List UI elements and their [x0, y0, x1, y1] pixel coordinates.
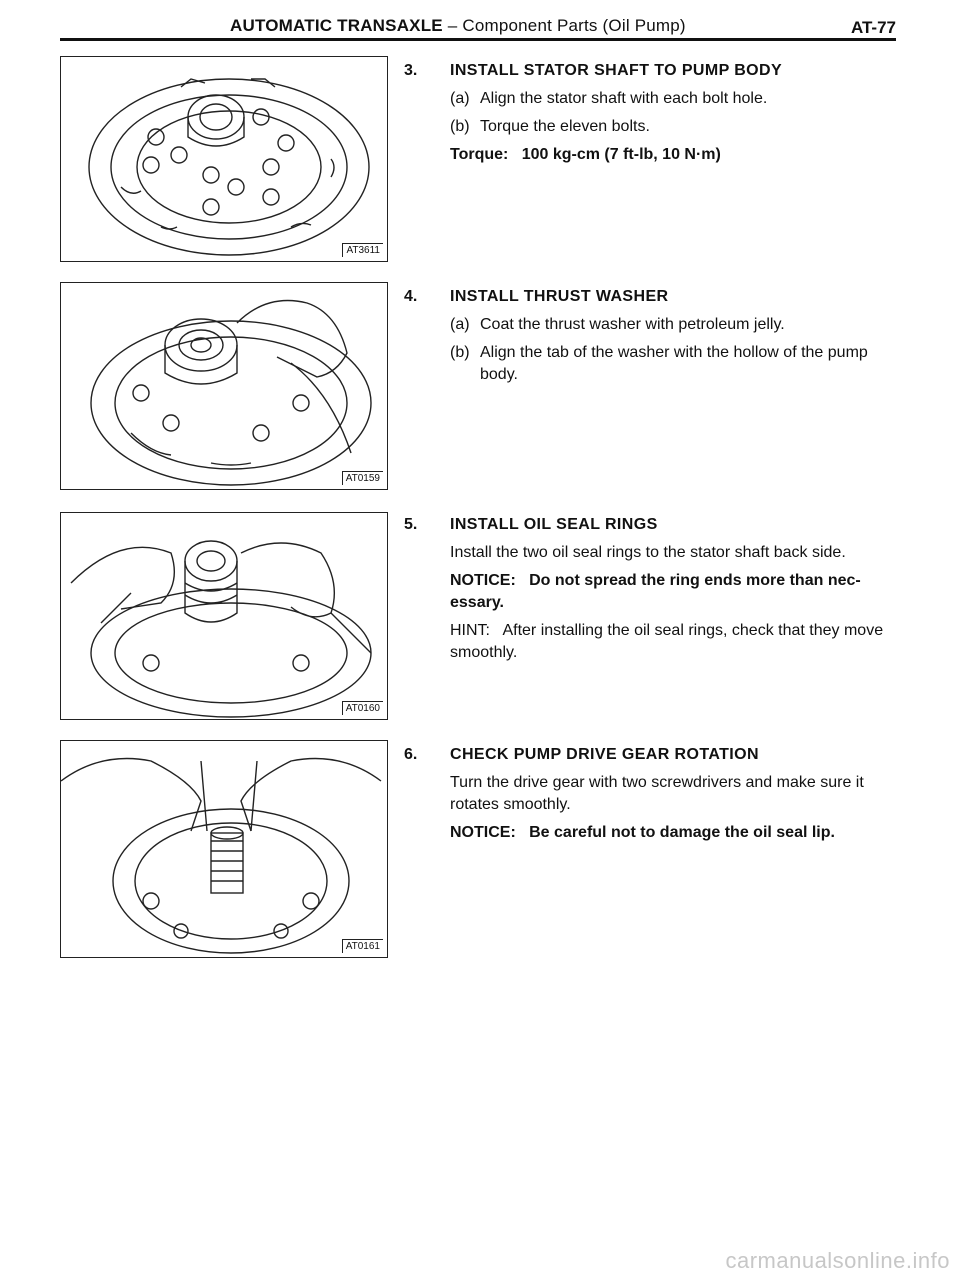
- step-sub-a: [450, 314, 894, 336]
- step-sub-b: [450, 116, 894, 138]
- torque-spec: [450, 144, 894, 166]
- step-number: 5.: [404, 516, 418, 533]
- figure-code: AT0161: [342, 939, 383, 953]
- step-3: [404, 60, 894, 166]
- figure-thrust-washer: [60, 282, 388, 490]
- page-title-main: AUTOMATIC TRANSAXLE: [230, 16, 443, 35]
- step-number: 3.: [404, 62, 418, 79]
- step-sub-a: [450, 88, 894, 110]
- pump-body-illustration-icon: [61, 57, 387, 261]
- page-number: AT-77: [850, 18, 896, 37]
- step-title: INSTALL OIL SEAL RINGS: [450, 516, 658, 533]
- torque-label: Torque:: [450, 146, 509, 163]
- thrust-washer-illustration-icon: [61, 283, 387, 489]
- figure-code: AT0159: [342, 471, 383, 485]
- step-6: [404, 744, 894, 844]
- step-title: CHECK PUMP DRIVE GEAR ROTATION: [450, 746, 759, 763]
- page-header: [60, 10, 896, 38]
- notice-text: Do not spread the ring ends more than nec-essary.: [450, 572, 861, 611]
- page-title-sub: – Component Parts (Oil Pump): [442, 16, 686, 35]
- notice-label: NOTICE:: [450, 824, 516, 841]
- figure-code: AT0160: [342, 701, 383, 715]
- step-body: Turn the drive gear with two screwdrivers and make sure it rotates smoothly.: [450, 774, 864, 813]
- sub-text: Align the tab of the washer with the hollow of the pump body.: [480, 344, 868, 383]
- notice: [450, 570, 894, 614]
- notice-text: Be careful not to damage the oil seal lip.: [529, 824, 835, 841]
- torque-value: 100 kg-cm (7 ft-lb, 10 N·m): [521, 146, 721, 163]
- sub-text: Torque the eleven bolts.: [480, 118, 650, 135]
- page-title: [230, 16, 686, 36]
- step-number: 4.: [404, 288, 418, 305]
- hint-label: HINT:: [450, 622, 490, 639]
- drive-gear-rotation-illustration-icon: [61, 741, 387, 957]
- step-number: 6.: [404, 746, 418, 763]
- header-rule: [60, 38, 896, 41]
- hint-text: After installing the oil seal rings, check that they move smoothly.: [450, 622, 884, 661]
- sub-label: (b): [450, 344, 470, 361]
- watermark: carmanualsonline.info: [725, 1248, 950, 1273]
- figure-drive-gear-rotation: [60, 740, 388, 958]
- figure-code: AT3611: [342, 243, 383, 257]
- step-title: INSTALL THRUST WASHER: [450, 288, 669, 305]
- step-4: [404, 286, 894, 386]
- step-body: Install the two oil seal rings to the stator shaft back side.: [450, 544, 846, 561]
- step-title: INSTALL STATOR SHAFT TO PUMP BODY: [450, 62, 783, 79]
- step-sub-b: [450, 342, 894, 386]
- sub-text: Align the stator shaft with each bolt hole.: [480, 90, 768, 107]
- sub-text: Coat the thrust washer with petroleum jelly.: [480, 316, 785, 333]
- oil-seal-rings-illustration-icon: [61, 513, 387, 719]
- notice-label: NOTICE:: [450, 572, 516, 589]
- sub-label: (b): [450, 118, 470, 135]
- notice: [450, 822, 894, 844]
- sub-label: (a): [450, 90, 470, 107]
- step-5: [404, 514, 894, 664]
- figure-oil-seal-rings: [60, 512, 388, 720]
- sub-label: (a): [450, 316, 470, 333]
- hint: [450, 620, 894, 664]
- figure-stator-shaft: [60, 56, 388, 262]
